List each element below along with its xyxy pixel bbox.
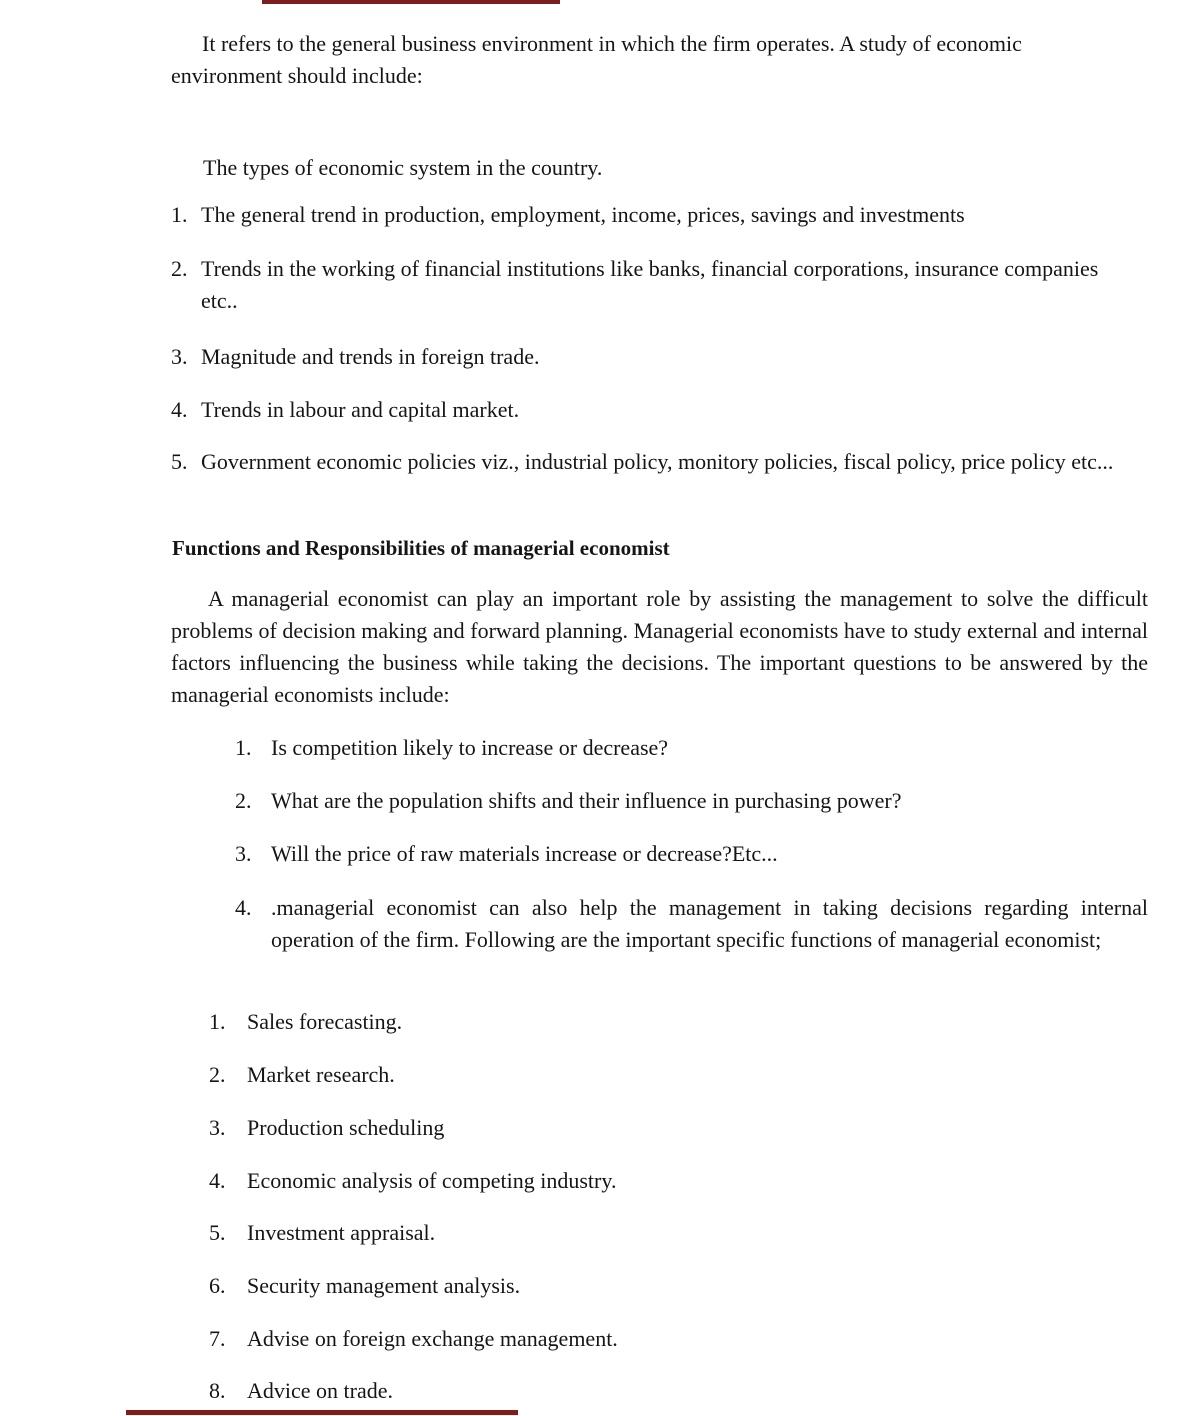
item-text: Will the price of raw materials increase or decrease?Etc...: [271, 841, 778, 866]
list-item: [171, 446, 1116, 478]
item-number: 4.: [235, 895, 252, 920]
item-number: 2.: [171, 256, 188, 281]
item-text: Security management analysis.: [247, 1273, 521, 1298]
list-item: [235, 892, 1148, 956]
item-text: What are the population shifts and their influence in purchasing power?: [271, 788, 902, 813]
item-number: 1.: [235, 735, 252, 760]
item-number: 3.: [171, 344, 188, 369]
types-line: The types of economic system in the country.: [203, 155, 603, 180]
list-item: [235, 732, 668, 764]
item-text: Trends in labour and capital market.: [201, 397, 520, 422]
list-item: [209, 1165, 616, 1197]
item-text: Trends in the working of financial institutions like banks, financial corporations, insurance companies etc..: [201, 256, 1099, 313]
item-number: 7.: [209, 1326, 226, 1351]
list-item: [209, 1112, 444, 1144]
item-text: The general trend in production, employment, income, prices, savings and investments: [201, 202, 965, 227]
top-rule: [262, 0, 560, 4]
item-text: Magnitude and trends in foreign trade.: [201, 344, 540, 369]
item-text: Investment appraisal.: [247, 1220, 436, 1245]
item-text: Sales forecasting.: [247, 1009, 403, 1034]
body-paragraph: A managerial economist can play an important role by assisting the management to solve the difficult problems of decision making and forward planning. Managerial economists have to study external and internal factors influencing the business while taking the decisions. The important questions to be answered by the managerial economists include:: [171, 586, 1148, 707]
list-item: [209, 1323, 618, 1355]
list-item: [209, 1006, 402, 1038]
list-item: [171, 253, 1111, 317]
item-text: .managerial economist can also help the management in taking decisions regarding internal operation of the firm. Following are the important specific functions of managerial economist;: [271, 895, 1148, 952]
list-item: [209, 1270, 520, 1302]
item-number: 8.: [209, 1378, 226, 1403]
item-text: Production scheduling: [247, 1115, 445, 1140]
list-item: [235, 785, 901, 817]
item-text: Is competition likely to increase or decrease?: [271, 735, 669, 760]
item-number: 3.: [235, 841, 252, 866]
item-number: 5.: [209, 1220, 226, 1245]
list-item: [209, 1375, 393, 1407]
item-text: Economic analysis of competing industry.: [247, 1168, 617, 1193]
item-text: Market research.: [247, 1062, 395, 1087]
item-number: 3.: [209, 1115, 226, 1140]
item-number: 6.: [209, 1273, 226, 1298]
item-text: Advice on trade.: [247, 1378, 393, 1403]
item-number: 4.: [209, 1168, 226, 1193]
item-number: 4.: [171, 397, 188, 422]
item-number: 1.: [209, 1009, 226, 1034]
intro-paragraph: It refers to the general business environment in which the firm operates. A study of economic environment should include:: [171, 31, 1022, 88]
list-item: [209, 1217, 435, 1249]
section-heading: Functions and Responsibilities of managerial economist: [172, 536, 670, 560]
list-item: [171, 341, 539, 373]
item-number: 5.: [171, 449, 188, 474]
list-item: [235, 838, 778, 870]
item-text: Advise on foreign exchange management.: [247, 1326, 618, 1351]
bottom-rule: [126, 1410, 518, 1415]
list-item: [209, 1059, 395, 1091]
item-number: 2.: [235, 788, 252, 813]
list-item: [171, 199, 965, 231]
item-number: 1.: [171, 202, 188, 227]
item-number: 2.: [209, 1062, 226, 1087]
list-item: [171, 394, 519, 426]
item-text: Government economic policies viz., industrial policy, monitory policies, fiscal policy, price policy etc...: [201, 449, 1114, 474]
